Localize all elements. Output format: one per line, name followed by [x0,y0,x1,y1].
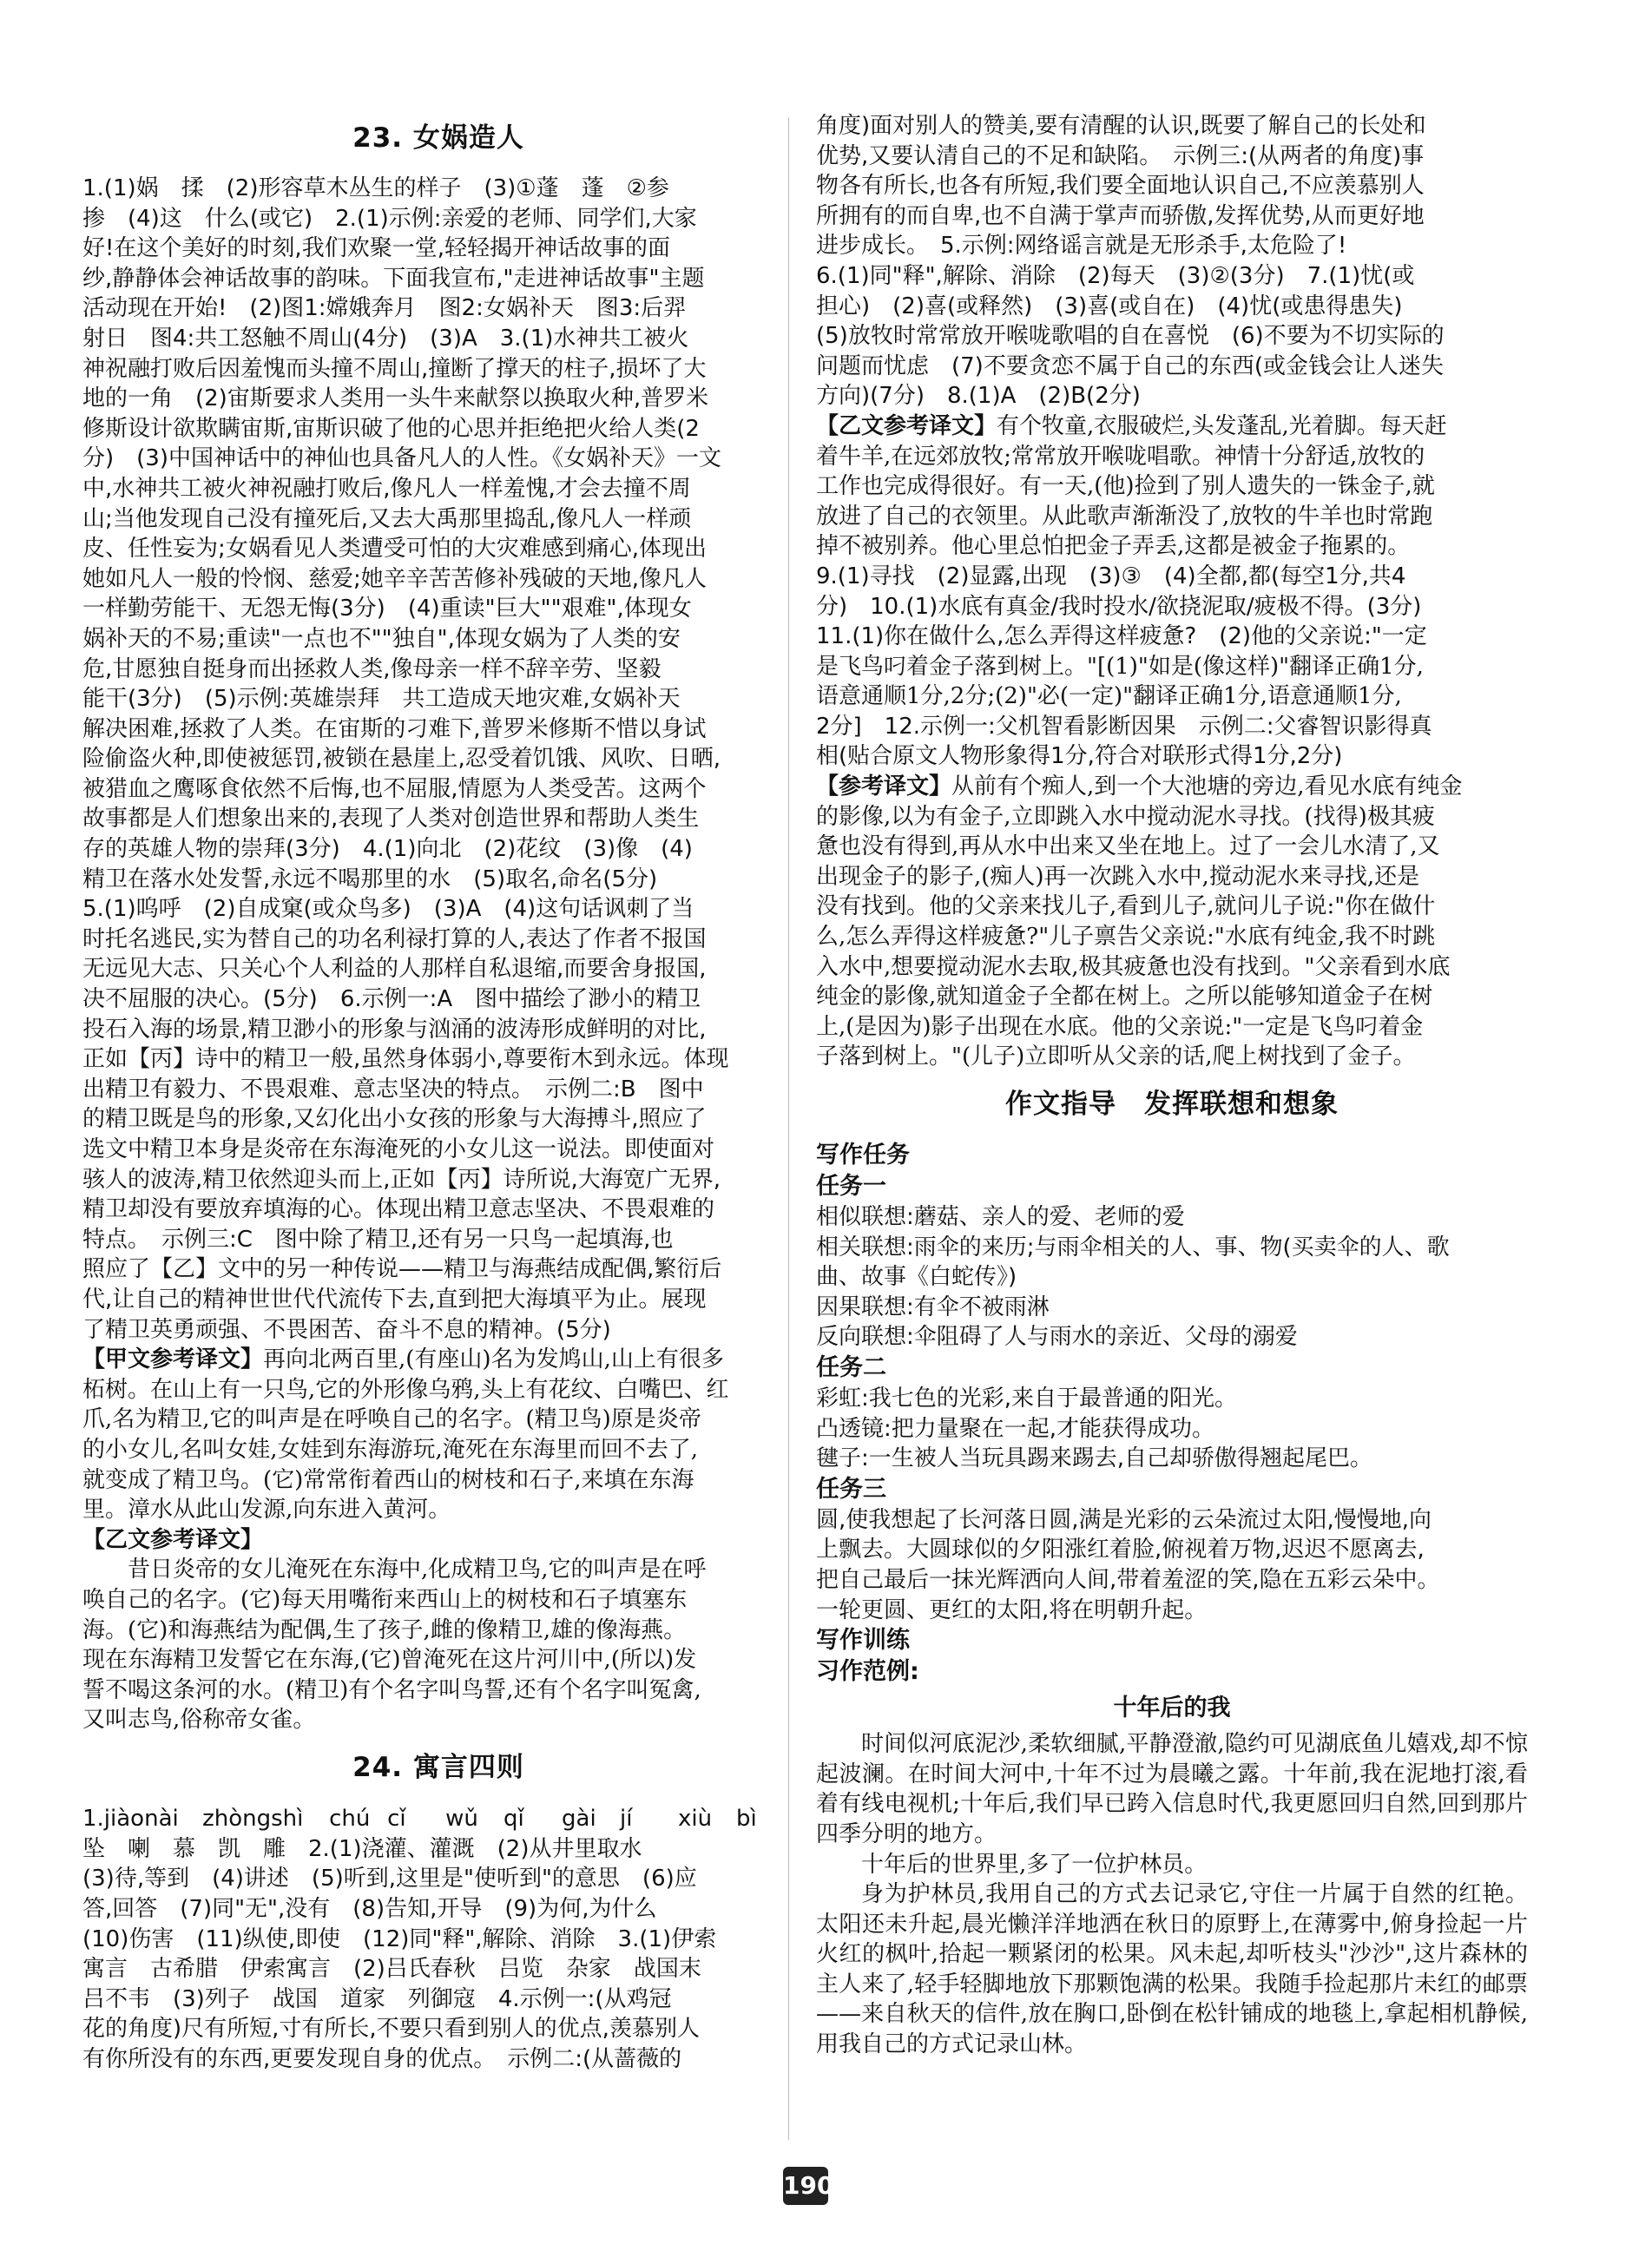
text-line: 掺 (4)这 什么(或它) 2.(1)示例:亲爱的老师、同学们,大家 [82,205,697,232]
text-line: 她如凡人一般的怜悯、慈爱;她辛辛苦苦修补残破的天地,像凡人 [82,565,708,592]
text-line: 投石入海的场景,精卫渺小的形象与汹涌的波涛形成鲜明的对比, [82,1016,707,1043]
translation-line [82,1345,794,1375]
essay-paragraph: 身为护林员,我用自己的方式去记录它,守住一片属于自然的红艳。太阳还未升起,晨光懒洋洋地洒在秋日的原野上,在薄雾中,俯身捡起一片火红的枫叶,拾起一颗紧闭的松果。风未起,却听枝头"沙沙",这片森林的主人来了,轻手轻脚地放下那颗饱满的松果。我随手捡起那片未红的邮票——来自秋天的信件,放在胸口,卧倒在松针铺成的地毯上,拿起相机静候,用我自己的方式记录山林。 [816,1881,1528,2058]
text-line: 所拥有的而自卑,也不自满于掌声而骄傲,发挥优势,从而更好地 [816,202,1425,229]
text-line: 相关联想:雨伞的来历;与雨伞相关的人、事、物(买卖伞的人、歌 [816,1234,1450,1260]
translation-line: 上,(是因为)影子出现在水底。他的父亲说:"一定是飞鸟叼着金 [816,1013,1424,1040]
translation-line: 着牛羊,在远郊放牧;常常放开喉咙唱歌。神情十分舒适,放牧的 [816,443,1425,470]
text-line: 物各有所长,也各有所短,我们要全面地认识自己,不应羡慕别人 [816,173,1425,200]
text-line: 进步成长。 5.示例:网络谣言就是无形杀手,太危险了! [816,233,1347,260]
translation-line: 入水中,想要搅动泥水去取,极其疲惫也没有找到。"父亲看到水底 [816,953,1451,980]
translation-line: 里。漳水从此山发源,向东进入黄河。 [82,1497,451,1524]
text-line: 精卫却没有要放弃填海的心。体现出精卫意志坚决、不畏艰难的 [82,1196,715,1223]
text-line: 因果联想:有伞不被雨淋 [816,1293,1050,1320]
text-line: 坠 喇 慕 凯 雕 2.(1)浇灌、灌溉 (2)从井里取水 [82,1835,642,1862]
translation-line: 么,怎么弄得这样疲惫?"儿子禀告父亲说:"水底有纯金,我不时跳 [816,924,1436,951]
text-line: 有你所没有的东西,更要发现自身的优点。 示例二:(从蔷薇的 [82,2046,682,2073]
text-line: 曲、故事《白蛇传》) [816,1264,1017,1291]
text-line: 角度)面对别人的赞美,要有清醒的认识,既要了解自己的长处和 [816,113,1426,139]
writing-guide-title: 作文指导 发挥联想和想象 [1005,1089,1339,1120]
text-line: 能干(3分) (5)示例:英雄崇拜 共工造成天地灾难,女娲补天 [82,686,681,713]
text-line: (3)待,等到 (4)讲述 (5)听到,这里是"使听到"的意思 (6)应 [82,1866,697,1892]
pinyin: wǔ [445,1805,478,1832]
text-line: 分) (3)中国神话中的神仙也具备凡人的人性。《女娲补天》一文 [82,445,721,472]
translation-line: 海。(它)和海燕结为配偶,生了孩子,雌的像精卫,雄的像海燕。 [82,1616,687,1643]
text-line: 代,让自己的精神世世代代流传下去,直到把大海填平为止。展现 [82,1286,707,1313]
section-23-title: 23. 女娲造人 [352,122,524,154]
yi2-translation [816,411,1528,562]
text-line: 彩虹:我七色的光彩,来自于最普通的阳光。 [816,1385,1238,1412]
text-line: 圆,使我想起了长河落日圆,满是光彩的云朵流过太阳,慢慢地,向 [816,1506,1432,1533]
translation-line: 的小女儿,名叫女娃,女娃到东海游玩,淹死在东海里而回不去了, [82,1436,699,1463]
translation-line: 誓不喝这条河的水。(精卫)有个名字叫鸟誓,还有个名字叫冤禽, [82,1676,701,1703]
text-line: 把自己最后一抹光辉洒向人间,带着羞涩的笑,隐在五彩云朵中。 [816,1566,1440,1593]
text-line: 相(贴合原文人物形象得1分,符合对联形式得1分,2分) [816,743,1343,770]
translation-line: 唤自己的名字。(它)每天用嘴衔来西山上的树枝和石子填塞东 [82,1586,688,1613]
translation-line: 工作也完成得很好。有一天,(他)捡到了别人遗失的一铢金子,就 [816,473,1435,500]
task-2-heading: 任务二 [816,1353,886,1381]
pinyin-row [82,1803,794,1834]
essay-title: 十年后的我 [1113,1695,1231,1722]
jia-heading: 【甲文参考译文】 [82,1346,264,1373]
text-line: 相似联想:蘑菇、亲人的爱、老师的爱 [816,1204,1185,1230]
translation-line: 子落到树上。"(儿子)立即听从父亲的话,爬上树找到了金子。 [816,1043,1416,1070]
section-24-title: 24. 寓言四则 [352,1751,524,1783]
translation-line [816,772,1528,802]
reference-translation [816,772,1528,1072]
task-3-heading: 任务三 [816,1475,886,1503]
text-line: 正如【丙】诗中的精卫一般,虽然身体弱小,尊要衔木到永远。体现 [82,1046,729,1073]
text-line: 选文中精卫本身是炎帝在东海淹死的小女儿这一说法。即使面对 [82,1136,715,1162]
text-line: 毽子:一生被人当玩具踢来踢去,自己却骄傲得翘起尾巴。 [816,1445,1373,1472]
text-line: 神祝融打败后因羞愧而头撞不周山,撞断了撑天的柱子,损坏了大 [82,355,707,382]
text-line: 是飞鸟叼着金子落到树上。"[(1)"如是(像这样)"翻译正确1分, [816,653,1424,680]
text-line: 山;当他发现自己没有撞死后,又去大禹那里捣乱,像凡人一样顽 [82,505,692,532]
translation-text: 从前有个痴人,到一个大池塘的旁边,看见水底有纯金 [951,773,1463,800]
text-line: 担心) (2)喜(或释然) (3)喜(或自在) (4)忧(或患得患失) [816,293,1403,319]
text-line: 时托名逃民,实为替自己的功名利禄打算的人,表达了作者不报国 [82,925,707,952]
column-divider [788,117,789,2140]
translation-line: 柘树。在山上有一只鸟,它的外形像乌鸦,头上有花纹、白嘴巴、红 [82,1376,729,1403]
translation-line: 没有找到。他的父亲来找儿子,看到儿子,就问儿子说:"你在做什 [816,893,1436,920]
text-line: 照应了【乙】文中的另一种传说——精卫与海燕结成配偶,繁衍后 [82,1256,722,1283]
text-line: 出精卫有毅力、不畏艰难、意志坚决的特点。 示例二:B 图中 [82,1076,704,1102]
yi-heading: 【乙文参考译文】 [82,1526,264,1553]
essay-paragraph: 十年后的世界里,多了一位护林员。 [861,1851,1208,1878]
text-line: 语意通顺1分,2分;(2)"必(一定)"翻译正确1分,语意通顺1分, [816,683,1402,710]
translation-text: 有个牧童,衣服破烂,头发蓬乱,光着脚。每天赶 [997,412,1447,439]
text-line: 反向联想:伞阻碍了人与雨水的亲近、父母的溺爱 [816,1324,1298,1351]
text-line: 6.(1)同"释",解除、消除 (2)每天 (3)②(3分) 7.(1)忧(或 [816,262,1415,289]
text-line: 危,甘愿独自挺身而出拯救人类,像母亲一样不辞辛劳、坚毅 [82,655,661,682]
translation-line: 的影像,以为有金子,立即跳入水中搅动泥水寻找。(找得)极其疲 [816,803,1435,830]
translation-text: 再向北两百里,(有座山)名为发鸠山,山上有很多 [263,1346,724,1373]
writing-task-heading: 写作任务 [816,1142,910,1168]
text-line: 被猎血之鹰啄食依然不后悔,也不屈服,情愿为人类受苦。这两个 [82,775,707,802]
pinyin: zhòng [202,1805,272,1832]
translation-line [816,411,1528,442]
right-column [816,111,1528,2142]
text-line: 好!在这个美好的时刻,我们欢聚一堂,轻轻揭开神话故事的面 [82,235,670,262]
page-number: 190 [783,2167,828,2205]
text-line: 问题而忧虑 (7)不要贪恋不属于自己的东西(或金钱会让人迷失 [816,352,1444,379]
sample-heading: 习作范例: [816,1658,919,1686]
pinyin: 1.jiào [82,1805,145,1832]
text-line: 解决困难,拯救了人类。在宙斯的刁难下,普罗米修斯不惜以身试 [82,715,707,742]
pinyin: gài [562,1805,596,1832]
pinyin: xiù [678,1805,713,1832]
text-line: 纱,静静体会神话故事的韵味。下面我宣布,"走进神话故事"主题 [82,265,705,292]
text-line: 11.(1)你在做什么,怎么弄得这样疲惫? (2)他的父亲说:"一定 [816,623,1427,650]
text-line: 9.(1)寻找 (2)显露,出现 (3)③ (4)全都,都(每空1分,共4 [816,563,1406,589]
text-line: 精卫在落水处发誓,永远不喝那里的水 (5)取名,命名(5分) [82,866,658,892]
text-line: 一样勤劳能干、无怨无悔(3分) (4)重读"巨大""艰难",体现女 [82,596,692,622]
pinyin: shì [271,1805,304,1832]
translation-line: 又叫志鸟,俗称帝女雀。 [82,1707,316,1734]
ref-heading: 【参考译文】 [816,773,952,800]
text-line: 了精卫英勇顽强、不畏困苦、奋斗不息的精神。(5分) [82,1316,611,1343]
text-line: 决不屈服的决心。(5分) 6.示例一:A 图中描绘了渺小的精卫 [82,986,701,1013]
text-line: 射日 图4:共工怒触不周山(4分) (3)A 3.(1)水神共工被火 [82,325,689,352]
answers-23 [82,174,794,1345]
pinyin: nài [144,1805,179,1832]
text-line: (5)放牧时常常放开喉咙歌唱的自在喜悦 (6)不要为不切实际的 [816,323,1445,350]
task-1-heading: 任务一 [816,1173,886,1200]
text-line: 存的英雄人物的崇拜(3分) 4.(1)向北 (2)花纹 (3)像 (4) [82,836,693,863]
answers-24 [82,1834,794,2075]
text-line: 1.(1)娲 揉 (2)形容草木丛生的样子 (3)①蓬 蓬 ②参 [82,175,669,201]
text-line: 凸透镜:把力量聚在一起,才能获得成功。 [816,1415,1215,1442]
text-line: 寓言 古希腊 伊索寓言 (2)吕氏春秋 吕览 杂家 战国末 [82,1956,701,1983]
text-line: 骇人的波涛,精卫依然迎头而上,正如【丙】诗所说,大海宽广无界, [82,1166,721,1193]
text-line: 活动现在开始! (2)图1:嫦娥奔月 图2:女娲补天 图3:后羿 [82,295,687,322]
translation-line: 出现金子的影子,(痴人)再一次跳入水中,搅动泥水来寻找,还是 [816,863,1420,890]
text-line: 吕不韦 (3)列子 战国 道家 列御寇 4.示例一:(从鸡冠 [82,1985,672,2012]
text-line: 中,水神共工被火神祝融打败后,像凡人一样羞愧,才会去撞不周 [82,475,691,502]
text-line: 分) 10.(1)水底有真金/我时投水/欲挠泥取/疲极不得。(3分) [816,593,1422,620]
translation-line: 爪,名为精卫,它的叫声是在呼唤自己的名字。(精卫鸟)原是炎帝 [82,1406,701,1433]
yi2-heading: 【乙文参考译文】 [816,412,997,439]
text-line: 的精卫既是鸟的形象,又幻化出小女孩的形象与大海搏斗,照应了 [82,1106,707,1133]
pinyin: cǐ [387,1805,406,1832]
left-column [82,106,794,2137]
text-line: 2分] 12.示例一:父机智看影断因果 示例二:父睿智识影得真 [816,713,1432,740]
translation-line: 昔日炎帝的女儿淹死在东海中,化成精卫鸟,它的叫声是在呼 [128,1557,707,1583]
translation-line: 纯金的影像,就知道金子全都在树上。之所以能够知道金子在树 [816,984,1433,1010]
pinyin: bì [736,1805,757,1832]
pinyin: qǐ [503,1805,524,1832]
translation-line: 放进了自己的衣领里。从此歌声渐渐没了,放牧的牛羊也时常跑 [816,503,1433,530]
text-line: 花的角度)尺有所短,寸有所长,不要只看到别人的优点,羡慕别人 [82,2016,700,2043]
pinyin: chú [329,1805,371,1832]
jia-translation [82,1345,794,1525]
text-line: 特点。 示例三:C 图中除了精卫,还有另一只鸟一起填海,也 [82,1226,674,1253]
text-line: 无远见大志、只关心个人利益的人那样自私退缩,而要舍身报国, [82,956,707,983]
text-line: 答,回答 (7)同"无",没有 (8)告知,开导 (9)为何,为什么 [82,1896,657,1923]
translation-line: 就变成了精卫鸟。(它)常常衔着西山的树枝和石子,来填在东海 [82,1466,694,1493]
text-line: 皮、任性妄为;女娲看见人类遭受可怕的大灾难感到痛心,体现出 [82,536,708,563]
translation-line: 现在东海精卫发誓它在东海,(它)曾淹死在这片河川中,(所以)发 [82,1647,697,1674]
text-line: 上飘去。大圆球似的夕阳涨红着脸,俯视着万物,迟迟不愿离去, [816,1537,1425,1563]
text-line: 修斯设计欲欺瞒宙斯,宙斯识破了他的心思并拒绝把火给人类(2 [82,415,700,442]
text-line: 优势,又要认清自己的不足和缺陷。 示例三:(从两者的角度)事 [816,142,1425,169]
text-line: 故事都是人们想象出来的,表现了人类对创造世界和帮助人类生 [82,806,700,833]
answers-continued-2 [816,562,1528,772]
yi-translation [82,1525,794,1735]
text-line: 险偷盗火种,即使被惩罚,被锁在悬崖上,忍受着饥饿、风吹、日晒, [82,746,721,773]
text-line: 5.(1)呜呼 (2)自成窠(或众鸟多) (3)A (4)这句话讽刺了当 [82,896,694,923]
text-line: (10)伤害 (11)纵使,即使 (12)同"释",解除、消除 3.(1)伊索 [82,1925,717,1952]
text-line: 方向)(7分) 8.(1)A (2)B(2分) [816,383,1141,410]
answers-continued [816,111,1528,411]
text-line: 一轮更圆、更红的太阳,将在明朝升起。 [816,1596,1208,1623]
writing-training-heading: 写作训练 [816,1627,910,1655]
text-line: 娲补天的不易;重读"一点也不""独自",体现女娲为了人类的安 [82,625,681,652]
text-line: 地的一角 (2)宙斯要求人类用一头牛来献祭以换取火种,普罗米 [82,385,709,412]
essay-paragraph: 时间似河底泥沙,柔软细腻,平静澄澈,隐约可见湖底鱼儿嬉戏,却不惊起波澜。在时间大河中,十年不过为晨曦之露。十年前,我在泥地打滚,看着有线电视机;十年后,我们早已跨入信息时代,我更愿回归自然,回到那片四季分明的地方。 [816,1731,1528,1847]
pinyin: jí [620,1805,633,1832]
translation-line: 惫也没有得到,再从水中出来又坐在地上。过了一会儿水清了,又 [816,833,1440,860]
translation-line: 掉不被别养。他心里总怕把金子弄丢,这都是被金子拖累的。 [816,533,1411,560]
